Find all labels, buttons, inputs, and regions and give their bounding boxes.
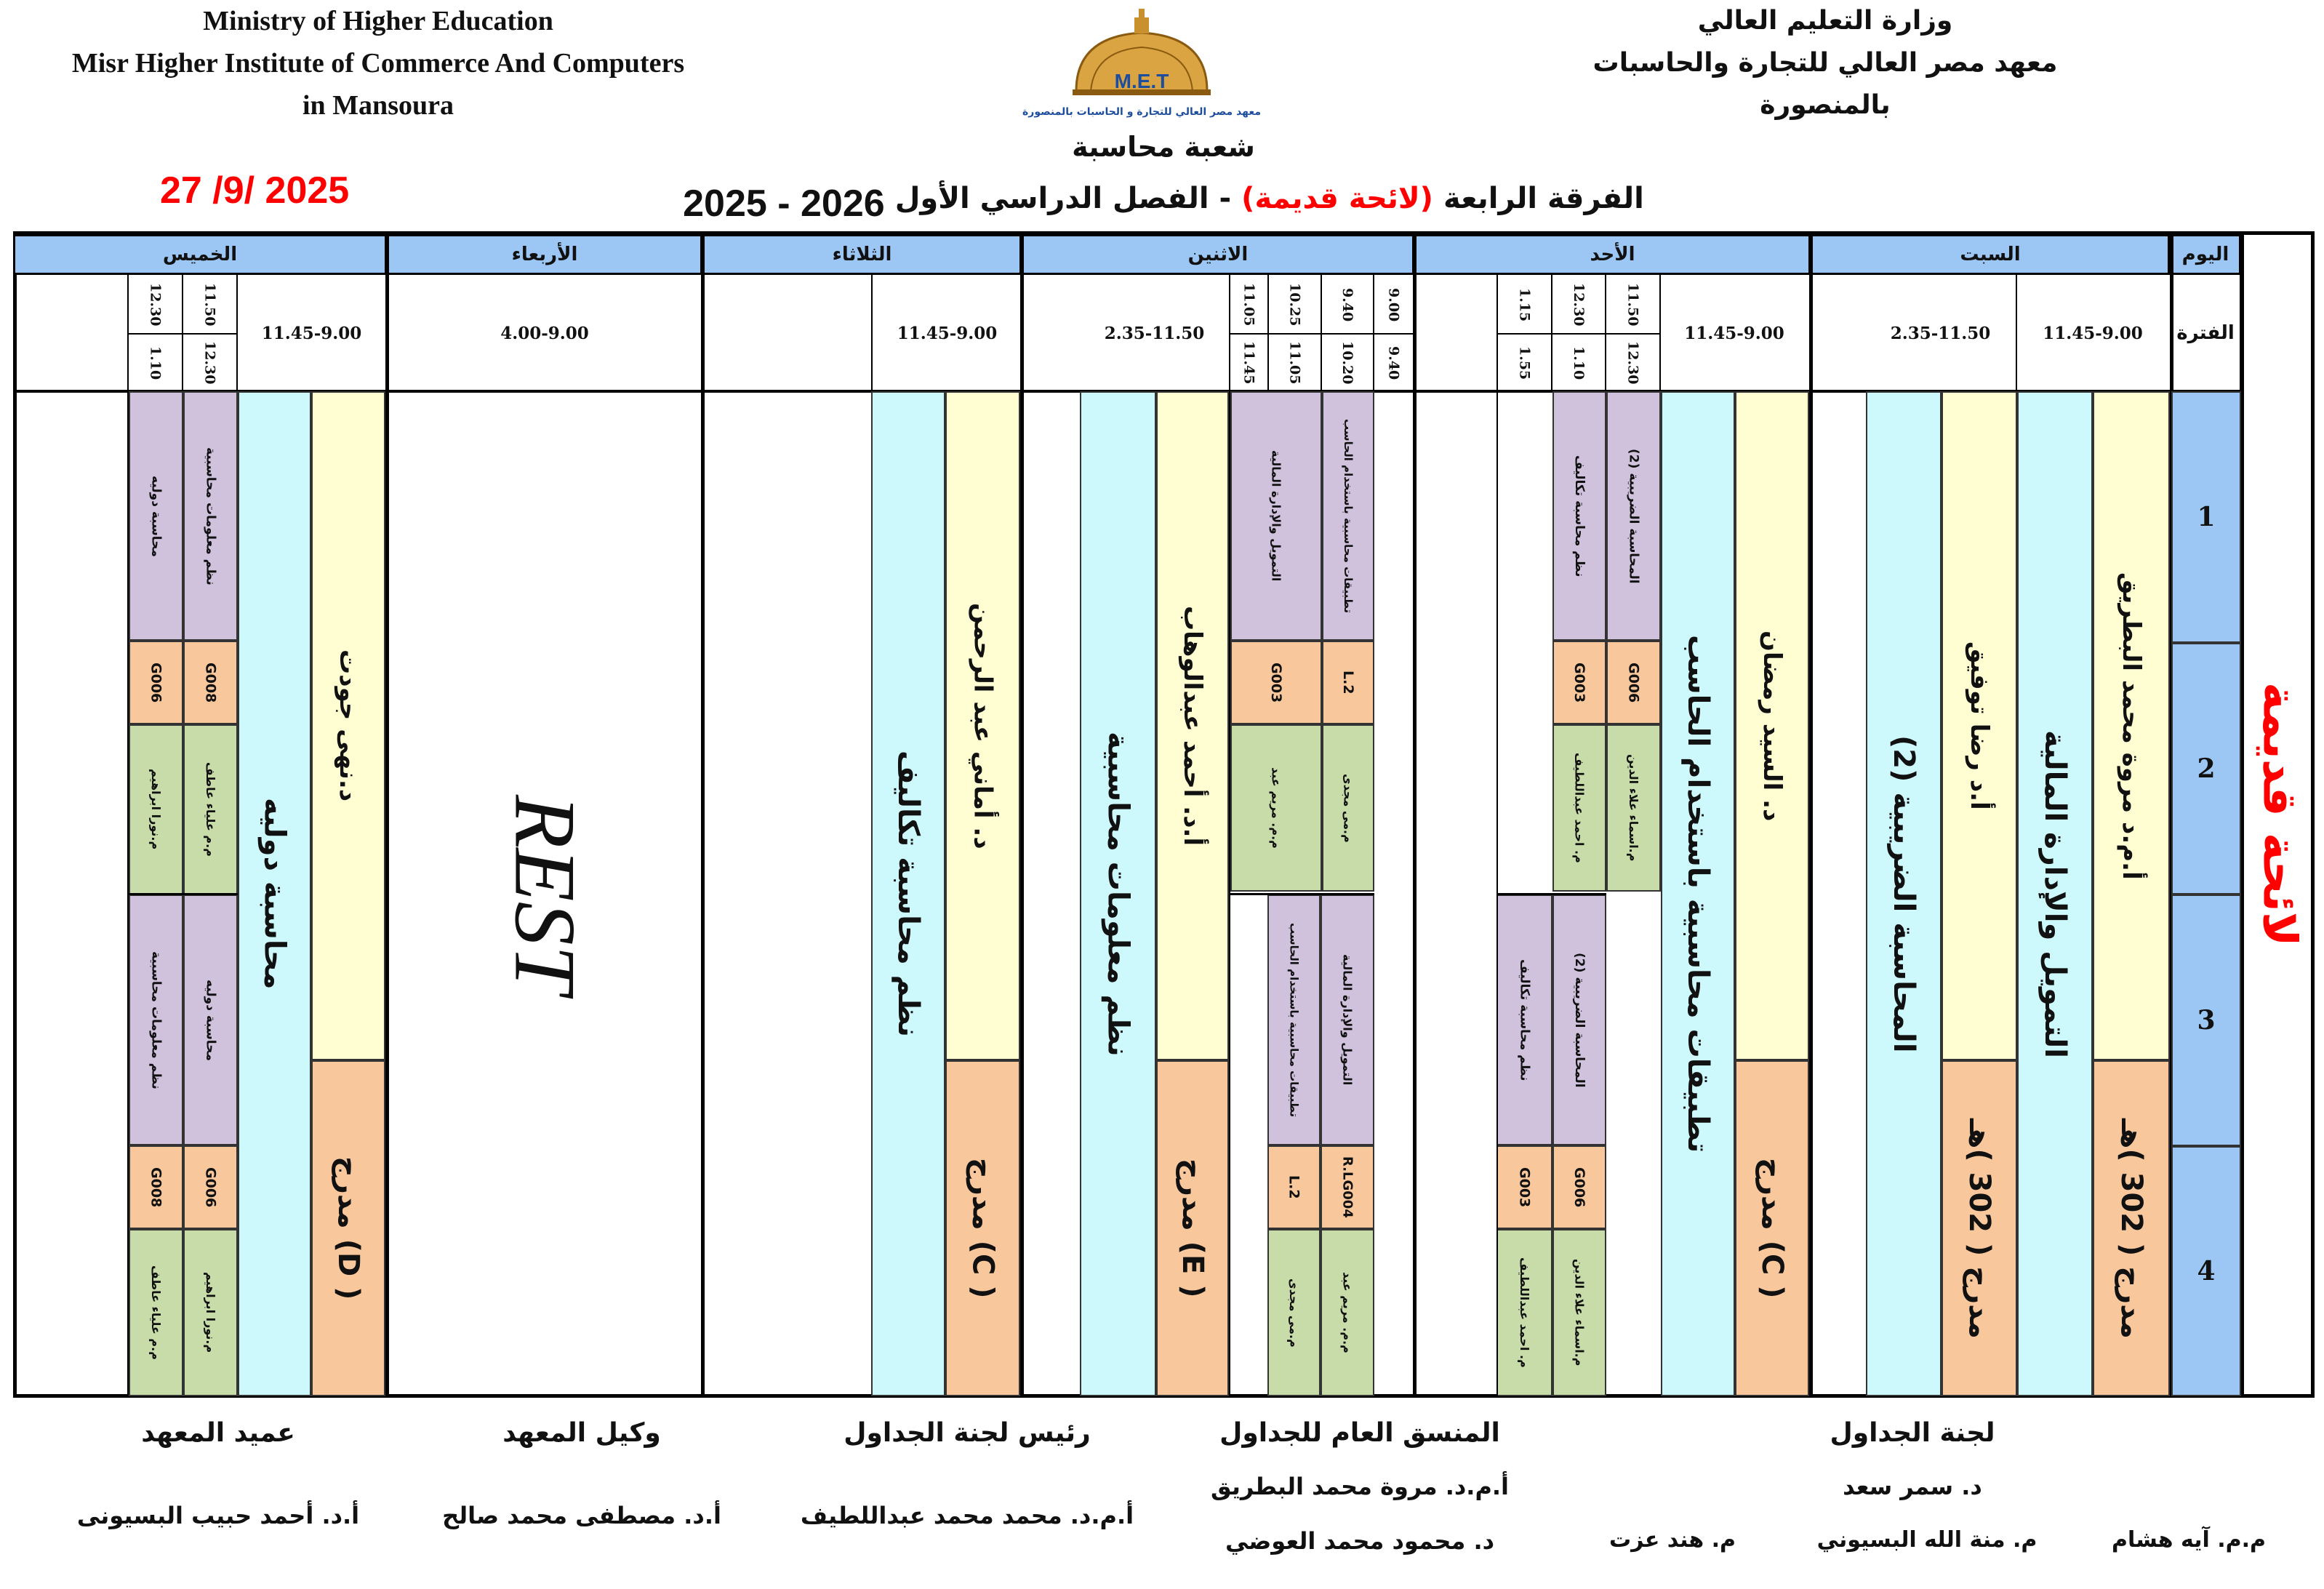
time-mon-s1-start: 9.00: [1385, 287, 1402, 322]
thu-a-instructor: م.م علياء عاطف: [183, 724, 238, 894]
city-ar: بالمنصورة: [1760, 90, 1891, 120]
sun-doctor: د. السيد رمضان: [1735, 391, 1809, 1060]
thu-a-room: G008: [183, 641, 238, 724]
sun-b-room: G003: [1552, 641, 1606, 724]
dean-title: عميد المعهد: [141, 1418, 295, 1448]
logo-caption: معهد مصر العالي للتجارة و الحاسبات بالمنصورة: [1022, 106, 1261, 118]
sun-c-subject: المحاسبة الضريبية (2): [1552, 894, 1606, 1145]
thu-doctor: د.نهى جودت: [311, 391, 385, 1060]
time-sun-s3-start: 1.15: [1516, 287, 1533, 322]
thu-c-subject: محاسبة دوليه: [183, 894, 238, 1145]
time-mon-s2-start: 9.40: [1339, 287, 1355, 322]
mon-b-subject: التمويل والإدارة المالية: [1230, 391, 1322, 641]
tue-doctor: د. أماني عبد الرحمن: [945, 391, 1020, 1060]
period-3: 3: [2171, 894, 2241, 1146]
sun-subject: تطبيقات محاسبية باستخدام الحاسب: [1661, 391, 1735, 1396]
mon-b-instructor: م.م. مريم عبد: [1230, 724, 1322, 892]
mon-subject: نظم معلومات محاسبية: [1080, 391, 1156, 1396]
tue-hall: مدرج (C ): [945, 1060, 1020, 1396]
committee-member-3: م.م. آيه هشام: [2112, 1527, 2266, 1553]
sat-l1-subject: التمويل والإدارة المالية: [2017, 391, 2093, 1396]
thu-hall: مدرج (D ): [311, 1060, 385, 1396]
sat-l2-doctor: أ.د رضا توفيق: [1942, 391, 2017, 1060]
ministry-ar: وزارة التعليم العالي: [1697, 6, 1953, 36]
committee-title: لجنة الجداول: [1830, 1418, 1995, 1448]
wed-rest: REST: [497, 795, 594, 994]
time-sun-s2-end: 1.10: [1571, 345, 1587, 380]
mon-a-room: L.2: [1322, 641, 1374, 724]
time-sun-s3-end: 1.55: [1516, 345, 1533, 380]
header-arabic: [1571, 0, 2080, 127]
mon-doctor: أ.د. أحمد عبدالوهاب: [1156, 391, 1229, 1060]
time-thu-s2-end: 1.10: [147, 345, 164, 380]
time-sun-s1-start: 11.50: [1624, 283, 1641, 327]
day-label: اليوم: [2170, 234, 2241, 275]
time-thu-s2-start: 12.30: [147, 283, 164, 327]
mon-a-instructor: م.مى مجدى: [1322, 724, 1374, 892]
day-sunday: الأحد: [1414, 234, 1811, 275]
sun-d-instructor: م. احمد عبداللطيف: [1496, 1229, 1552, 1396]
time-thu-1: 11.45-9.00: [261, 323, 362, 343]
time-mon-s4-end: 11.45: [1241, 341, 1257, 385]
institute-en: Misr Higher Institute of Commerce And Computers: [71, 48, 685, 79]
mon-d-instructor: م.مى مجدى: [1267, 1229, 1321, 1396]
sat-l1-doctor: أ.م.د مروة محمد البطريق: [2093, 391, 2170, 1060]
period-4: 4: [2171, 1146, 2241, 1396]
division-title: شعبة محاسبة: [1072, 131, 1255, 163]
sun-a-room: G006: [1606, 641, 1661, 724]
coordinator-2: د. محمود محمد العوضي: [1225, 1527, 1495, 1555]
sun-a-subject: المحاسبة الضريبية (2): [1606, 391, 1661, 641]
time-mon-s3-end: 11.05: [1286, 341, 1303, 385]
period-label: الفترة: [2176, 322, 2235, 344]
time-sat-1: 11.45-9.00: [2043, 323, 2143, 343]
thu-d-subject: نظم معلومات محاسبية: [129, 894, 183, 1145]
time-mon-s1-end: 9.40: [1385, 345, 1402, 380]
thu-b-room: G006: [129, 641, 183, 724]
mon-c-subject: التمويل والإدارة المالية: [1321, 894, 1374, 1145]
committee-member-1: م. هند عزت: [1609, 1527, 1736, 1553]
mon-b-room: G003: [1230, 641, 1322, 724]
day-thursday: الخميس: [13, 234, 387, 275]
sun-b-subject: نظم محاسبة تكاليف: [1552, 391, 1606, 641]
dean-name: أ.د. أحمد حبيب البسيونى: [76, 1502, 360, 1529]
period-1: 1: [2171, 391, 2241, 643]
vice-dean-title: وكيل المعهد: [502, 1418, 661, 1448]
title-regulation: (لائحة قديمة): [1241, 182, 1433, 215]
schedule-title: [654, 182, 1672, 225]
thu-b-subject: محاسبة دوليه: [129, 391, 183, 641]
sun-d-subject: نظم محاسبة تكاليف: [1496, 894, 1552, 1145]
logo-text: M.E.T: [1114, 70, 1169, 92]
time-sun-s1-end: 12.30: [1624, 341, 1641, 385]
title-year: 2025 - 2026: [683, 183, 885, 225]
day-saturday: السبت: [1811, 234, 2170, 275]
sun-c-room: G006: [1552, 1145, 1606, 1229]
tue-subject: نظم محاسبة تكاليف: [871, 391, 945, 1396]
vice-dean-name: أ.د. مصطفى محمد صالح: [442, 1502, 721, 1529]
thu-d-instructor: م.م علياء عاطف: [129, 1229, 183, 1396]
sat-l2-hall: مدرج ( 302 )هـ: [1942, 1060, 2017, 1396]
city-en: in Mansoura: [302, 90, 454, 121]
time-thu-s1-start: 11.50: [201, 283, 218, 327]
time-sun-s2-start: 12.30: [1571, 283, 1587, 327]
coordinator-1: أ.م.د. مروة محمد البطريق: [1210, 1473, 1510, 1500]
regulation-side-label: لائحة قديمة: [2252, 682, 2307, 947]
title-semester: - الفصل الدراسي الأول: [894, 182, 1232, 215]
sun-hall: مدرج (C ): [1735, 1060, 1809, 1396]
time-tue-1: 11.45-9.00: [897, 323, 998, 343]
day-monday: الاثنين: [1022, 234, 1414, 275]
mon-d-subject: تطبيقات محاسبية باستخدام الحاسب: [1267, 894, 1321, 1145]
institute-logo: [996, 7, 1287, 124]
thu-c-room: G006: [183, 1145, 238, 1229]
sun-b-instructor: م. احمد عبداللطيف: [1552, 724, 1606, 892]
mon-a-subject: تطبيقات محاسبية باستخدام الحاسب: [1322, 391, 1374, 641]
chair-title: رئيس لجنة الجداول: [844, 1418, 1091, 1448]
ministry-en: Ministry of Higher Education: [203, 6, 553, 36]
committee-head: د. سمر سعد: [1843, 1473, 1982, 1500]
sat-l2-subject: المحاسبة الضريبية (2): [1866, 391, 1942, 1396]
mon-c-room: R.LG004: [1321, 1145, 1374, 1229]
time-sun-1: 11.45-9.00: [1684, 323, 1784, 343]
header-english: [65, 0, 691, 127]
chair-name: أ.م.د. محمد محمد عبداللطيف: [800, 1502, 1134, 1529]
sun-d-room: G003: [1496, 1145, 1552, 1229]
sun-c-instructor: م.اسماء علاء الدين: [1552, 1229, 1606, 1396]
thu-a-subject: نظم معلومات محاسبية: [183, 391, 238, 641]
mon-hall: مدرج (E ): [1156, 1060, 1229, 1396]
thu-d-room: G008: [129, 1145, 183, 1229]
time-thu-s1-end: 12.30: [201, 341, 218, 385]
schedule-date: 27 /9/ 2025: [160, 169, 350, 212]
time-mon-s4-start: 11.05: [1241, 283, 1257, 327]
time-sat-2: 2.35-11.50: [1890, 323, 1991, 343]
period-2: 2: [2171, 643, 2241, 894]
committee-member-2: م. منة الله البسيوني: [1816, 1527, 2037, 1553]
mon-c-instructor: م.م. مريم عبد: [1321, 1229, 1374, 1396]
thu-b-instructor: م.نورا ابراهيم: [129, 724, 183, 894]
time-mon-s2-end: 10.20: [1339, 341, 1355, 385]
time-wed-1: 4.00-9.00: [500, 323, 589, 343]
thu-c-instructor: م.نورا ابراهيم: [183, 1229, 238, 1396]
title-level: الفرقة الرابعة: [1443, 182, 1644, 215]
thu-subject: محاسبة دوليه: [238, 391, 311, 1396]
time-mon-2: 2.35-11.50: [1104, 323, 1205, 343]
mon-d-room: L.2: [1267, 1145, 1321, 1229]
time-mon-s3-start: 10.25: [1286, 283, 1303, 327]
day-wednesday: الأربعاء: [387, 234, 702, 275]
institute-ar: معهد مصر العالي للتجارة والحاسبات: [1592, 48, 2058, 78]
sat-l1-hall: مدرج ( 302 )هـ: [2093, 1060, 2170, 1396]
coordinator-title: المنسق العام للجداول: [1219, 1418, 1500, 1448]
day-tuesday: الثلاثاء: [702, 234, 1022, 275]
sun-a-instructor: م.اسماء علاء الدين: [1606, 724, 1661, 892]
